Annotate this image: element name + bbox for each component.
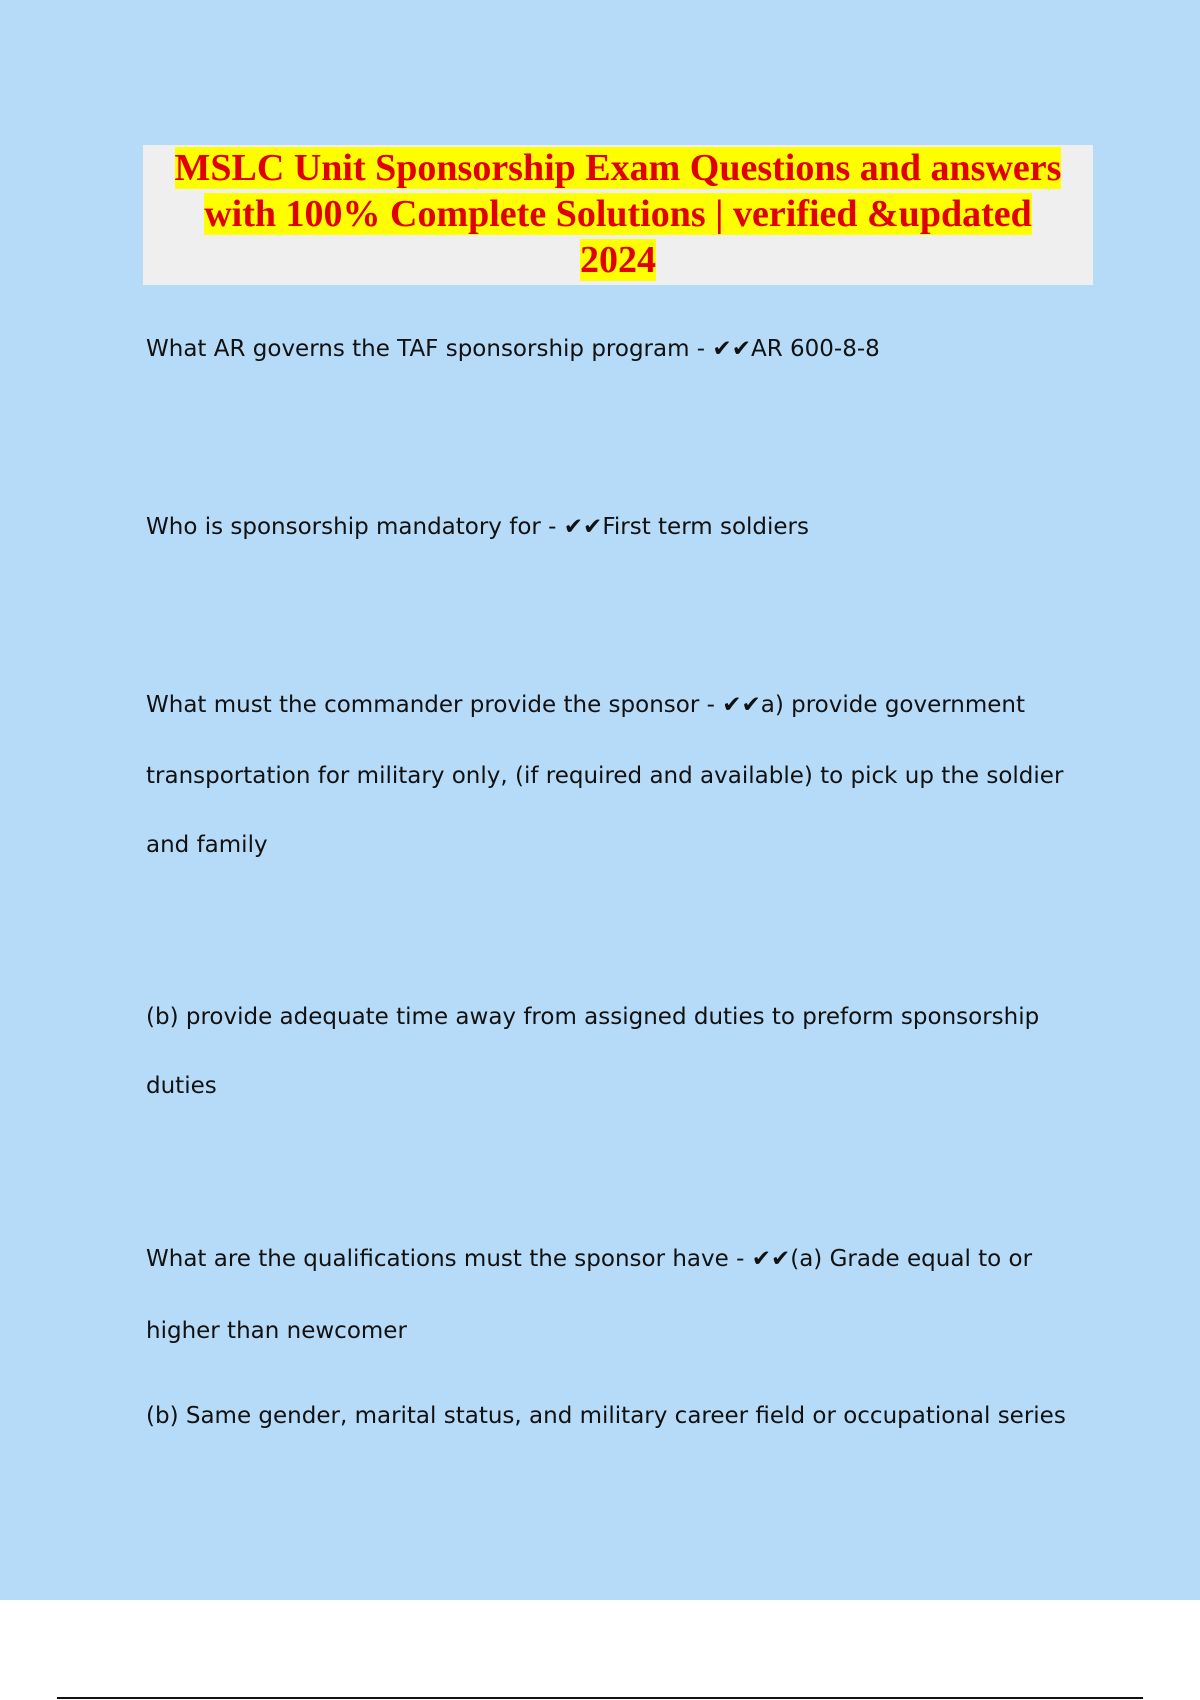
answer-sponsor-qualifications-b: (b) Same gender, marital status, and military career field or occupational series (146, 1403, 1066, 1429)
question-sponsorship-mandatory: Who is sponsorship mandatory for - ✔✔First term soldiers (146, 514, 809, 540)
title-line-3: 2024 (580, 239, 656, 281)
title-box (143, 145, 1093, 285)
answer-commander-provide-b: (b) provide adequate time away from assigned duties to preform sponsorship (146, 1004, 1040, 1030)
title-line-2: with 100% Complete Solutions | verified &updated (204, 193, 1032, 235)
answer-commander-provide-line-2: transportation for military only, (if required and available) to pick up the soldier (146, 763, 1064, 789)
answer-sponsor-qualifications-line-2: higher than newcomer (146, 1318, 407, 1344)
question-ar-governs: What AR governs the TAF sponsorship program - ✔✔AR 600-8-8 (146, 336, 880, 362)
footer-rule (57, 1697, 1143, 1699)
document-title (143, 145, 1093, 283)
question-sponsor-qualifications: What are the qualifications must the sponsor have - ✔✔(a) Grade equal to or (146, 1246, 1033, 1272)
answer-commander-provide-b-line-2: duties (146, 1073, 217, 1099)
answer-commander-provide-line-3: and family (146, 832, 268, 858)
title-line-1: MSLC Unit Sponsorship Exam Questions and answers (174, 147, 1062, 189)
question-commander-provide: What must the commander provide the sponsor - ✔✔a) provide government (146, 692, 1026, 718)
